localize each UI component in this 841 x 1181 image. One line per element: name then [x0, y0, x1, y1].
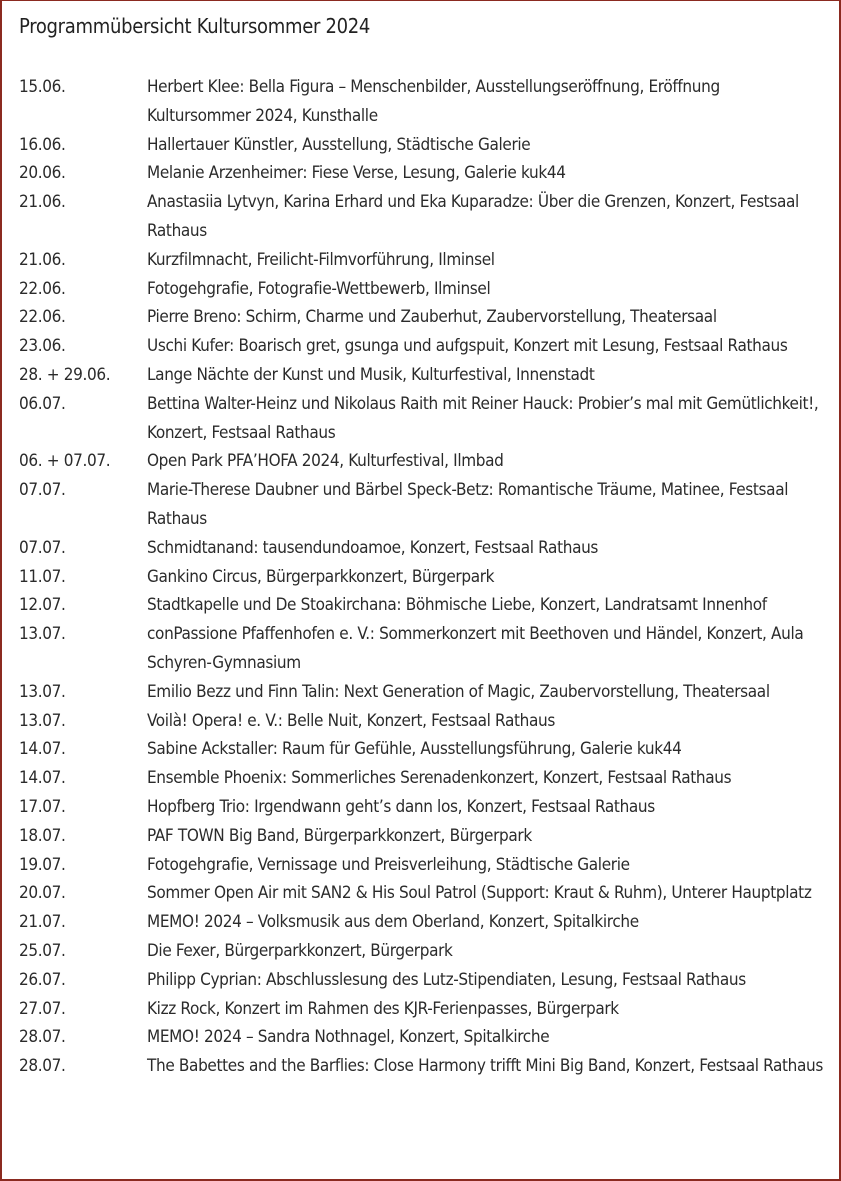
entry-description: Ensemble Phoenix: Sommerliches Serenadenkonzert, Konzert, Festsaal Rathaus: [147, 768, 732, 789]
entry-description: PAF TOWN Big Band, Bürgerparkkonzert, Bürgerpark: [147, 825, 532, 846]
entry-date: 06. + 07.07.: [19, 451, 111, 472]
entry-date: 06.07.: [19, 393, 66, 414]
program-entry: [19, 678, 829, 707]
program-entry: [19, 908, 829, 937]
entry-date: 28.07.: [19, 1056, 66, 1077]
entry-date: 16.06.: [19, 134, 66, 155]
entry-description: Bettina Walter-Heinz und Nikolaus Raith mit Reiner Hauck: Probier’s mal mit Gemütlichkeit!, Konzert, Festsaal Rathaus: [147, 393, 819, 443]
program-entry: [19, 361, 829, 390]
entry-date: 17.07.: [19, 796, 66, 817]
program-entry: [19, 447, 829, 476]
entry-date: 20.06.: [19, 163, 66, 184]
entry-description: Anastasiia Lytvyn, Karina Erhard und Eka Kuparadze: Über die Grenzen, Konzert, Festsaal Rathaus: [147, 192, 799, 241]
program-entry: [19, 851, 829, 880]
program-entry: [19, 591, 829, 620]
entry-date: 20.07.: [19, 883, 66, 904]
program-entry: [19, 764, 829, 793]
entry-description: Emilio Bezz und Finn Talin: Next Generation of Magic, Zaubervorstellung, Theatersaal: [147, 681, 770, 702]
entry-description: Sommer Open Air mit SAN2 & His Soul Patrol (Support: Kraut & Ruhm), Unterer Hauptplatz: [147, 883, 812, 904]
entry-date: 21.07.: [19, 912, 66, 933]
entry-description: conPassione Pfaffenhofen e. V.: Sommerkonzert mit Beethoven und Händel, Konzert, Aula Schyren-Gymnasium: [147, 624, 804, 673]
entry-date: 15.06.: [19, 77, 66, 97]
entry-date: 14.07.: [19, 768, 66, 789]
entry-description: Stadtkapelle und De Stoakirchana: Böhmische Liebe, Konzert, Landratsamt Innenhof: [147, 595, 767, 616]
program-entry: [19, 332, 829, 361]
entry-description: Pierre Breno: Schirm, Charme und Zauberhut, Zaubervorstellung, Theatersaal: [147, 307, 717, 328]
entry-date: 21.06.: [19, 249, 66, 270]
program-entry: [19, 563, 829, 592]
entry-description: Marie-Therese Daubner und Bärbel Speck-Betz: Romantische Träume, Matinee, Festsaal Rathaus: [147, 480, 789, 529]
entry-date: 14.07.: [19, 739, 66, 760]
entry-description: Gankino Circus, Bürgerparkkonzert, Bürgerpark: [147, 566, 495, 587]
program-entry: [19, 620, 829, 678]
entry-description: Die Fexer, Bürgerparkkonzert, Bürgerpark: [147, 940, 453, 961]
entry-description: Herbert Klee: Bella Figura – Menschenbilder, Ausstellungseröffnung, Eröffnung Kultursommer 2024, Kunsthalle: [147, 77, 720, 126]
program-entry: [19, 73, 829, 131]
entry-date: 18.07.: [19, 825, 66, 846]
entry-description: Uschi Kufer: Boarisch gret, gsunga und aufgspuit, Konzert mit Lesung, Festsaal Rathaus: [147, 336, 788, 357]
entry-date: 13.07.: [19, 710, 66, 731]
entry-description: Hopfberg Trio: Irgendwann geht’s dann los, Konzert, Festsaal Rathaus: [147, 796, 655, 817]
entry-date: 07.07.: [19, 537, 66, 558]
program-entry: [19, 275, 829, 304]
entry-description: MEMO! 2024 – Volksmusik aus dem Oberland, Konzert, Spitalkirche: [147, 912, 639, 933]
program-entry: [19, 246, 829, 275]
entry-description: Philipp Cyprian: Abschlusslesung des Lutz-Stipendiaten, Lesung, Festsaal Rathaus: [147, 969, 746, 990]
page-title: Programmübersicht Kultursommer 2024: [19, 14, 371, 38]
entry-date: 26.07.: [19, 969, 66, 990]
program-entry: [19, 995, 829, 1024]
entry-date: 27.07.: [19, 998, 66, 1019]
entry-description: Schmidtanand: tausendundoamoe, Konzert, Festsaal Rathaus: [147, 537, 599, 558]
entry-description: Melanie Arzenheimer: Fiese Verse, Lesung, Galerie kuk44: [147, 163, 566, 184]
program-entry: [19, 735, 829, 764]
entry-description: The Babettes and the Barflies: Close Harmony trifft Mini Big Band, Konzert, Festsaal Rathaus: [147, 1056, 824, 1077]
entry-description: Voilà! Opera! e. V.: Belle Nuit, Konzert, Festsaal Rathaus: [147, 710, 555, 731]
entry-description: Sabine Ackstaller: Raum für Gefühle, Ausstellungsführung, Galerie kuk44: [147, 739, 682, 760]
entry-date: 22.06.: [19, 307, 66, 328]
program-entry: [19, 131, 829, 160]
program-entry: [19, 937, 829, 966]
program-entry: [19, 822, 829, 851]
entry-description: Fotogehgrafie, Vernissage und Preisverleihung, Städtische Galerie: [147, 854, 630, 875]
program-entry: [19, 793, 829, 822]
entry-date: 22.06.: [19, 278, 66, 299]
entry-date: 13.07.: [19, 681, 66, 702]
program-entry: [19, 1052, 829, 1081]
entry-date: 07.07.: [19, 480, 66, 501]
entry-description: MEMO! 2024 – Sandra Nothnagel, Konzert, Spitalkirche: [147, 1027, 550, 1048]
program-entry: [19, 707, 829, 736]
entry-description: Lange Nächte der Kunst und Musik, Kulturfestival, Innenstadt: [147, 364, 595, 385]
entry-date: 23.06.: [19, 336, 66, 357]
entry-date: 21.06.: [19, 192, 66, 213]
entry-description: Kizz Rock, Konzert im Rahmen des KJR-Ferienpasses, Bürgerpark: [147, 998, 619, 1019]
program-entry: [19, 534, 829, 563]
entry-date: 25.07.: [19, 940, 66, 961]
entry-date: 13.07.: [19, 624, 66, 645]
program-entry: [19, 188, 829, 246]
entry-description: Kurzfilmnacht, Freilicht-Filmvorführung, Ilminsel: [147, 249, 495, 270]
program-list: [19, 73, 829, 1081]
entry-date: 12.07.: [19, 595, 66, 616]
program-entry: [19, 1023, 829, 1052]
entry-date: 11.07.: [19, 566, 66, 587]
entry-description: Fotogehgrafie, Fotografie-Wettbewerb, Ilminsel: [147, 278, 491, 299]
entry-date: 19.07.: [19, 854, 66, 875]
entry-date: 28.07.: [19, 1027, 66, 1048]
program-entry: [19, 476, 829, 534]
program-entry: [19, 879, 829, 908]
program-entry: [19, 303, 829, 332]
entry-date: 28. + 29.06.: [19, 364, 111, 385]
entry-description: Hallertauer Künstler, Ausstellung, Städtische Galerie: [147, 134, 531, 155]
program-entry: [19, 966, 829, 995]
program-entry: [19, 159, 829, 188]
entry-description: Open Park PFA’HOFA 2024, Kulturfestival, Ilmbad: [147, 451, 504, 472]
program-entry: [19, 390, 829, 448]
